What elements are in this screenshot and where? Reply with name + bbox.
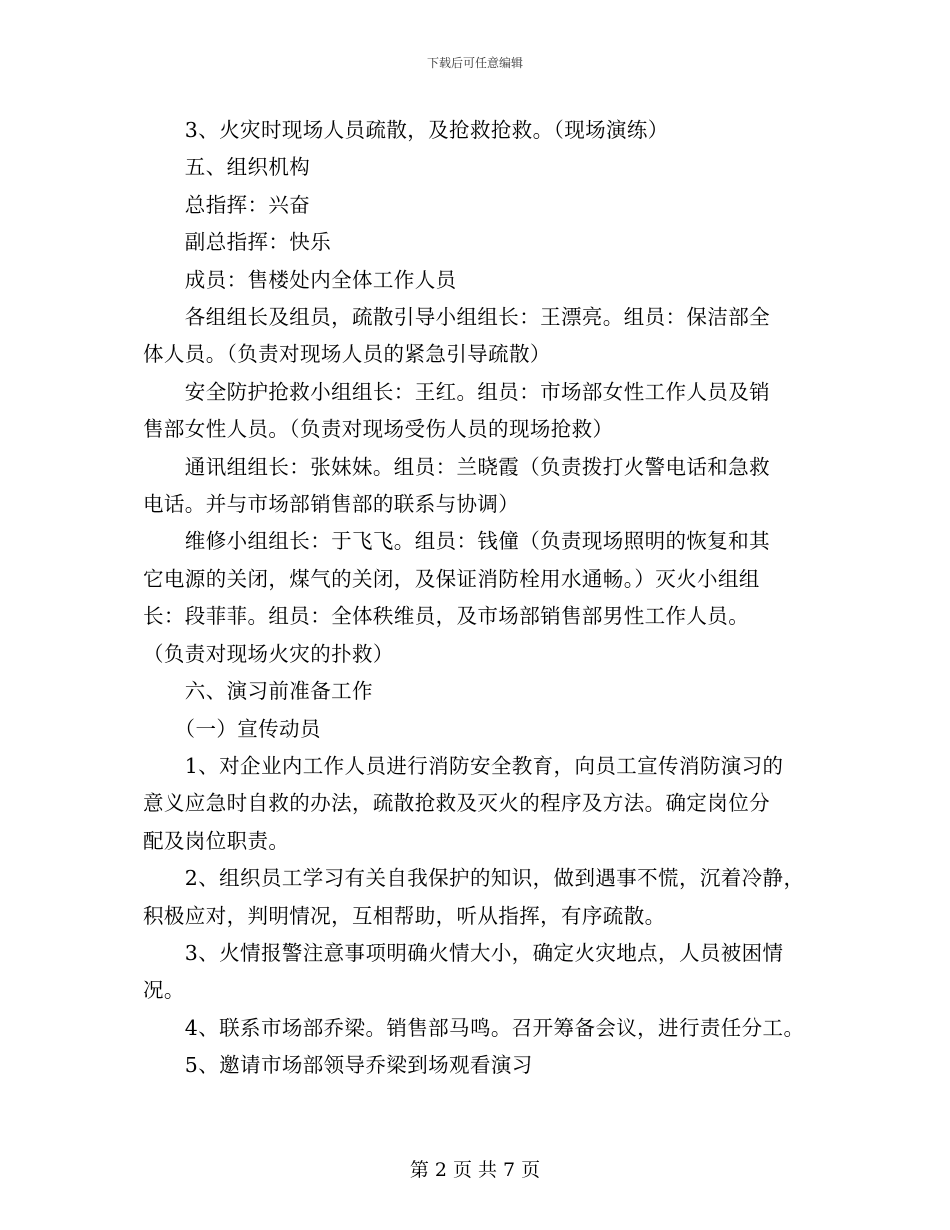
paragraph-line: 1、对企业内工作人员进行消防安全教育，向员工宣传消防演习的 [143, 753, 784, 778]
paragraph-line: 4、联系市场部乔梁。销售部马鸣。召开筹备会议，进行责任分工。 [143, 1015, 805, 1040]
paragraph-line: 售部女性人员。（负责对现场受伤人员的现场抢救） [143, 417, 614, 442]
page-number-footer: 第 2 页 共 7 页 [409, 1159, 541, 1181]
paragraph-line: 积极应对，判明情况，互相帮助，听从指挥，有序疏散。 [143, 903, 666, 928]
paragraph-line: 5、邀请市场部领导乔梁到场观看演习 [143, 1053, 533, 1078]
paragraph-line: 总指挥：兴奋 [143, 192, 311, 217]
section-heading: 六、演习前准备工作 [143, 679, 373, 704]
paragraph-line: 它电源的关闭，煤气的关闭，及保证消防栓用水通畅。）灭火小组组 [143, 566, 760, 591]
paragraph-line: （负责对现场火灾的扑救） [143, 641, 394, 666]
paragraph-line: 体人员。（负责对现场人员的紧急引导疏散） [143, 342, 551, 367]
paragraph-line: 意义应急时自救的办法，疏散抢救及灭火的程序及方法。确定岗位分 [143, 791, 770, 816]
paragraph-line: 维修小组组长：于飞飞。组员：钱僮（负责现场照明的恢复和其 [143, 529, 770, 554]
paragraph-line: 3、火情报警注意事项明确火情大小，确定火灾地点，人员被困情 [143, 940, 784, 965]
paragraph-line: 各组组长及组员，疏散引导小组组长：王漂亮。组员：保洁部全 [143, 305, 770, 330]
paragraph-line: 通讯组组长：张妹妹。组员：兰晓霞（负责拨打火警电话和急救 [143, 454, 770, 479]
paragraph-line: 电话。并与市场部销售部的联系与协调） [143, 492, 520, 517]
page-header-note: 下载后可任意编辑 [426, 56, 523, 70]
document-body [143, 112, 833, 1085]
paragraph-line: 况。 [143, 978, 185, 1003]
section-heading: 五、组织机构 [143, 155, 311, 180]
paragraph-line: 配及岗位职责。 [143, 828, 290, 853]
paragraph-line: 长：段菲菲。组员：全体秩维员，及市场部销售部男性工作人员。 [143, 604, 750, 629]
paragraph-line: 2、组织员工学习有关自我保护的知识，做到遇事不慌，沉着冷静， [143, 866, 805, 891]
paragraph-line: 成员：售楼处内全体工作人员 [143, 267, 457, 292]
paragraph-line: 3、火灾时现场人员疏散，及抢救抢救。（现场演练） [143, 118, 669, 142]
paragraph-line: 副总指挥：快乐 [143, 230, 332, 255]
paragraph-line: 安全防护抢救小组组长：王红。组员：市场部女性工作人员及销 [143, 379, 770, 404]
subsection-heading: （一）宣传动员 [143, 716, 321, 741]
